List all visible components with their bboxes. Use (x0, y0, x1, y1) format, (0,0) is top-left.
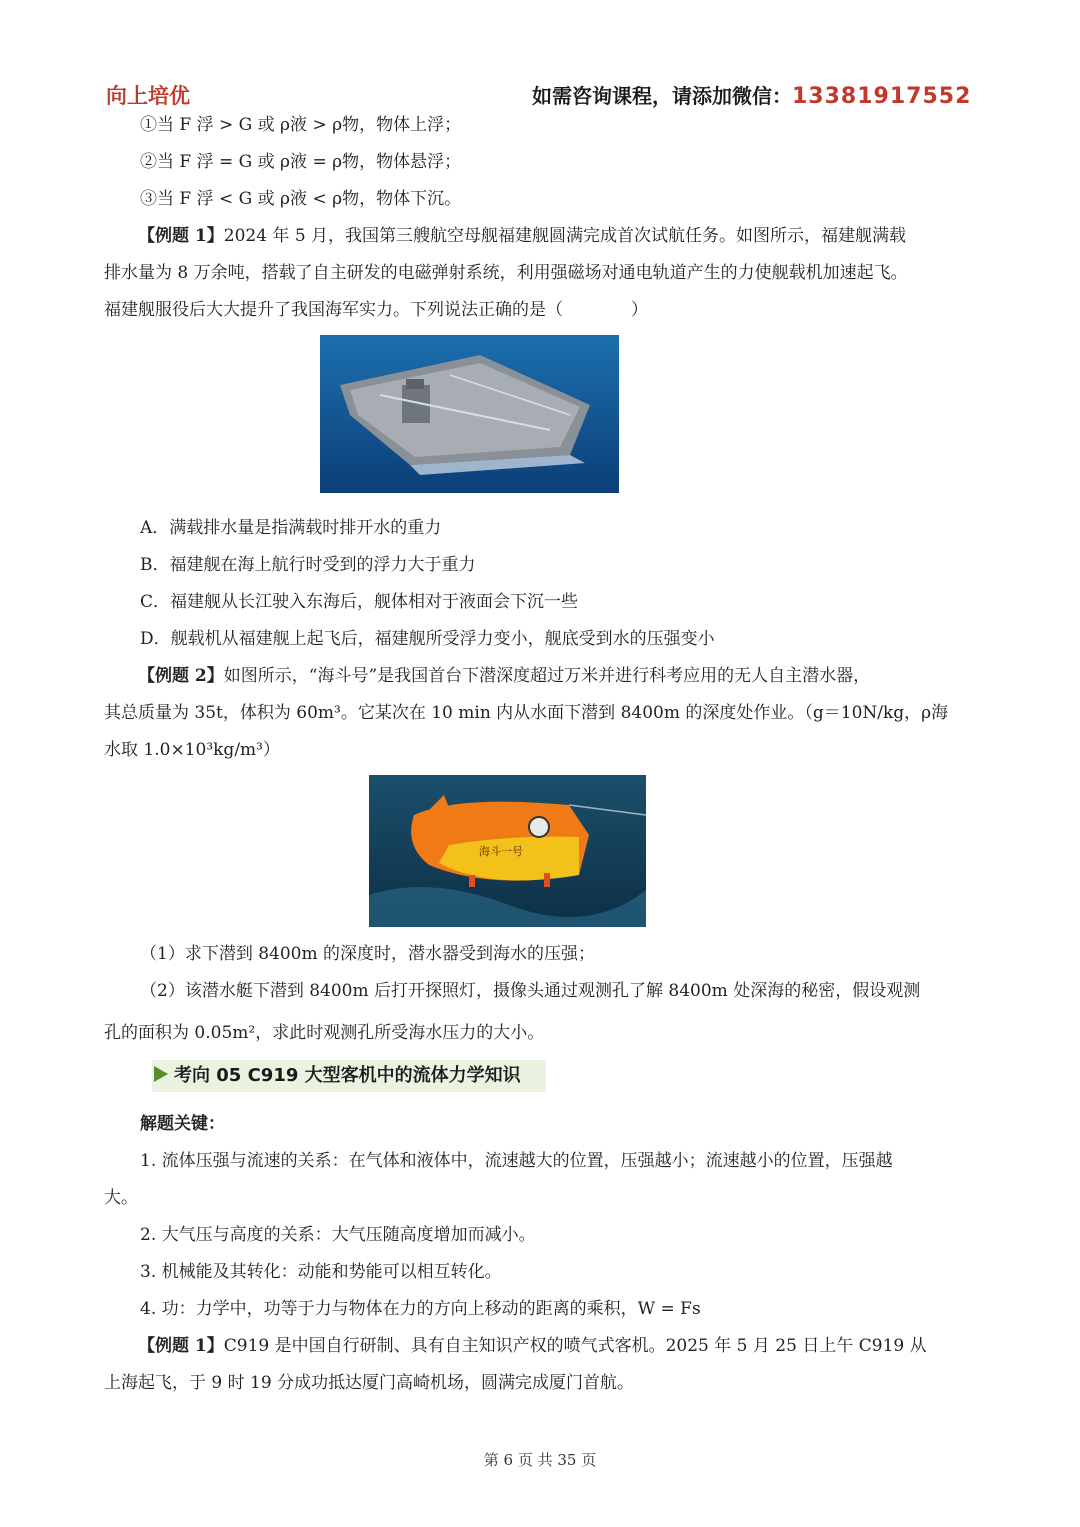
question-2-line2: 孔的面积为 0.05m²，求此时观测孔所受海水压力的大小。 (104, 1023, 545, 1043)
key-point-1: 1. 流体压强与流速的关系：在气体和液体中，流速越大的位置，压强越小；流速越小的位置，压强越 (140, 1151, 893, 1171)
example2-label: 【例题 2】 (138, 666, 224, 686)
question-1: （1）求下潜到 8400m 的深度时，潜水器受到海水的压强； (140, 944, 596, 964)
example2-text1: 如图所示，“海斗号”是我国首台下潜深度超过万米并进行科考应用的无人自主潜水器， (223, 666, 871, 686)
contact-prefix: 如需咨询课程，请添加微信： (532, 84, 792, 108)
example2-line1 (138, 661, 870, 691)
contact-phone: 13381917552 (792, 84, 972, 109)
contact-info (532, 80, 971, 109)
example3-line1 (138, 1331, 927, 1361)
option-d: D．舰载机从福建舰上起飞后，福建舰所受浮力变小，舰底受到水的压强变小 (140, 629, 715, 649)
option-b: B．福建舰在海上航行时受到的浮力大于重力 (140, 555, 476, 575)
option-c: C．福建舰从长江驶入东海后，舰体相对于液面会下沉一些 (140, 592, 579, 612)
example3-text1: C919 是中国自行研制、具有自主知识产权的喷气式客机。2025 年 5 月 25 日上午 C919 从 (223, 1336, 927, 1356)
brand-title: 向上培优 (106, 84, 190, 108)
submersible-photo (369, 775, 646, 927)
rule-sink: ③当 F 浮 < G 或 ρ液 < ρ物，物体下沉。 (140, 189, 462, 209)
option-a: A．满载排水量是指满载时排开水的重力 (140, 518, 442, 538)
key-label: 解题关键： (140, 1114, 225, 1134)
example3-label: 【例题 1】 (138, 1336, 224, 1356)
key-point-3: 3. 机械能及其转化：动能和势能可以相互转化。 (140, 1262, 502, 1282)
example3-line2: 上海起飞，于 9 时 19 分成功抵达厦门高崎机场，圆满完成厦门首航。 (104, 1373, 635, 1393)
example1-label: 【例题 1】 (138, 226, 224, 246)
aircraft-carrier-photo (320, 335, 619, 493)
rule-rise: ①当 F 浮 > G 或 ρ液 > ρ物，物体上浮； (140, 115, 462, 135)
section-heading (152, 1060, 546, 1092)
question-2-line1: （2）该潜水艇下潜到 8400m 后打开探照灯，摄像头通过观测孔了解 8400m 处深海的秘密，假设观测 (140, 981, 921, 1001)
submersible-label: 海斗一号 (479, 845, 523, 858)
example1-line3: 福建舰服役后大大提升了我国海军实力。下列说法正确的是（ ） (104, 300, 648, 320)
key-point-4: 4. 功：力学中，功等于力与物体在力的方向上移动的距离的乘积，W = Fs (140, 1299, 701, 1319)
rule-suspend: ②当 F 浮 = G 或 ρ液 = ρ物，物体悬浮； (140, 152, 462, 172)
example1-text1: 2024 年 5 月，我国第三艘航空母舰福建舰圆满完成首次试航任务。如图所示，福建舰满载 (223, 226, 907, 246)
example2-line2: 其总质量为 35t，体积为 60m³。它某次在 10 min 内从水面下潜到 8400m 的深度处作业。（g＝10N/kg，ρ海 (104, 703, 949, 723)
key-point-1-cont: 大。 (104, 1188, 138, 1208)
example1-line1 (138, 221, 906, 251)
key-point-2: 2. 大气压与高度的关系：大气压随高度增加而减小。 (140, 1225, 536, 1245)
section-title: 考向 05 C919 大型客机中的流体力学知识 (174, 1065, 521, 1086)
example1-line2: 排水量为 8 万余吨，搭载了自主研发的电磁弹射系统，利用强磁场对通电轨道产生的力使舰载机加速起飞。 (104, 263, 908, 283)
triangle-arrow-icon (154, 1066, 168, 1082)
example2-line3: 水取 1.0×10³kg/m³） (104, 740, 280, 760)
page-number: 第 6 页 共 35 页 (483, 1451, 597, 1469)
